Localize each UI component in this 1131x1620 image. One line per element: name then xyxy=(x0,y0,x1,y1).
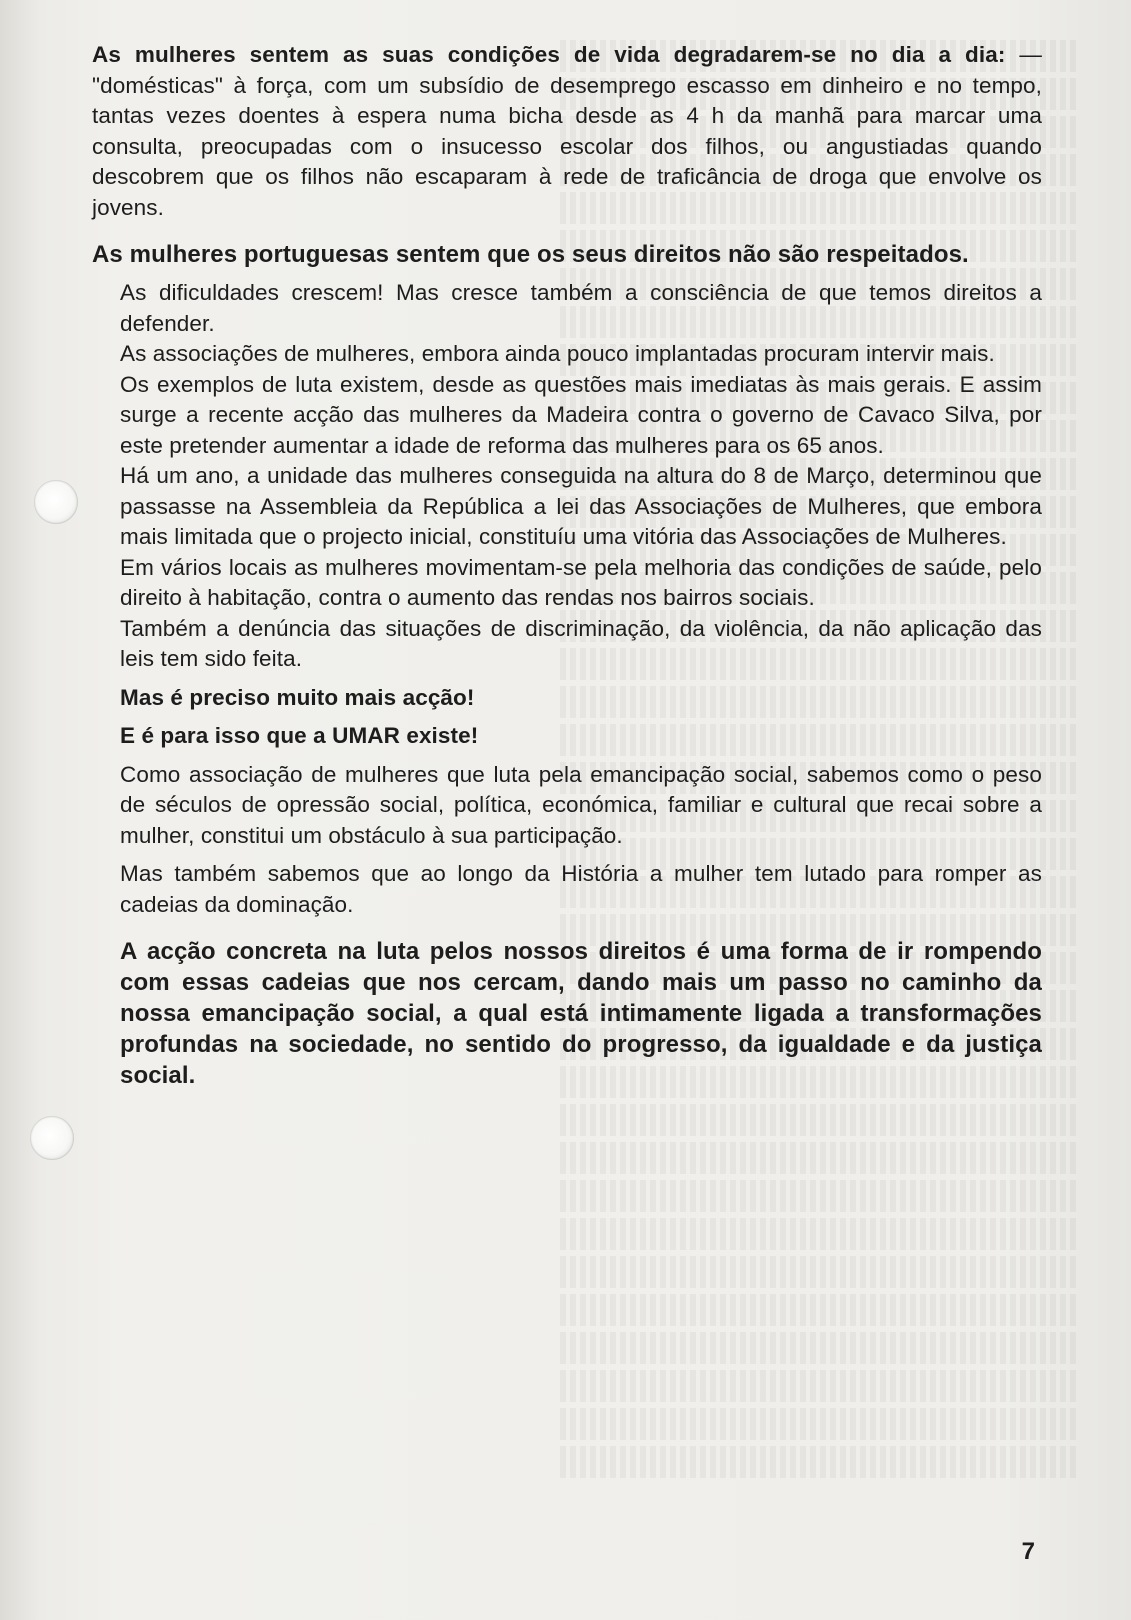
paragraph-1-lead: As mulheres sentem as suas condições de vida degradarem-se no dia a dia: xyxy=(92,42,1006,67)
paragraph-8: Também a denúncia das situações de discriminação, da violência, da não aplicação das leis tem sido feita. xyxy=(120,615,1042,671)
body-text xyxy=(92,40,1042,1091)
paragraph-10: E é para isso que a UMAR existe! xyxy=(120,723,479,748)
paragraph-2: As mulheres portuguesas sentem que os seus direitos não são respeitados. xyxy=(92,241,969,268)
paragraph-5: Os exemplos de luta existem, desde as questões mais imediatas às mais gerais. E assim surge a recente acção das mulheres da Madeira contra o governo de Cavaco Silva, por este pretender aumentar a idade de reforma das mulheres para os 65 anos. xyxy=(120,371,1042,458)
paragraph-7: Em vários locais as mulheres movimentam-se pela melhoria das condições de saúde, pelo direito à habitação, contra o aumento das rendas nos bairros sociais. xyxy=(120,554,1042,610)
paragraph-1-text: — "domésticas" à força, com um subsídio de desemprego escasso em dinheiro e no tempo, tantas vezes doentes à espera numa bicha desde as 4 h da manhã para marcar uma consulta, preocupadas com o insucesso escolar dos filhos, ou angustiadas quando descobrem que os filhos não escaparam à rede de traficância de droga que envolve os jovens. xyxy=(92,42,1042,220)
paragraph-13: A acção concreta na luta pelos nossos direitos é uma forma de ir rompendo com essas cadeias que nos cercam, dando mais um passo no caminho da nossa emancipação social, a qual está intimamente ligada a transformações profundas na sociedade, no sentido do progresso, da igualdade e da justiça social. xyxy=(120,938,1042,1089)
paragraph-3: As dificuldades crescem! Mas cresce também a consciência de que temos direitos a defender. xyxy=(120,280,1042,336)
page-number: 7 xyxy=(1021,1538,1035,1565)
binder-hole-top xyxy=(34,480,78,524)
binder-hole-bottom xyxy=(30,1116,74,1160)
paragraph-12: Mas também sabemos que ao longo da História a mulher tem lutado para romper as cadeias da dominação. xyxy=(120,861,1042,917)
paragraph-11: Como associação de mulheres que luta pela emancipação social, sabemos como o peso de séculos de opressão social, política, económica, familiar e cultural que recai sobre a mulher, constitui um obstáculo à sua participação. xyxy=(120,761,1042,848)
paragraph-1 xyxy=(92,40,1042,223)
paragraph-6: Há um ano, a unidade das mulheres conseguida na altura do 8 de Março, determinou que passasse na Assembleia da República a lei das Associações de Mulheres, que embora mais limitada que o projecto inicial, constituíu uma vitória das Associações de Mulheres. xyxy=(120,463,1042,549)
paragraph-9: Mas é preciso muito mais acção! xyxy=(120,684,475,710)
paragraph-4: As associações de mulheres, embora ainda pouco implantadas procuram intervir mais. xyxy=(120,341,995,366)
